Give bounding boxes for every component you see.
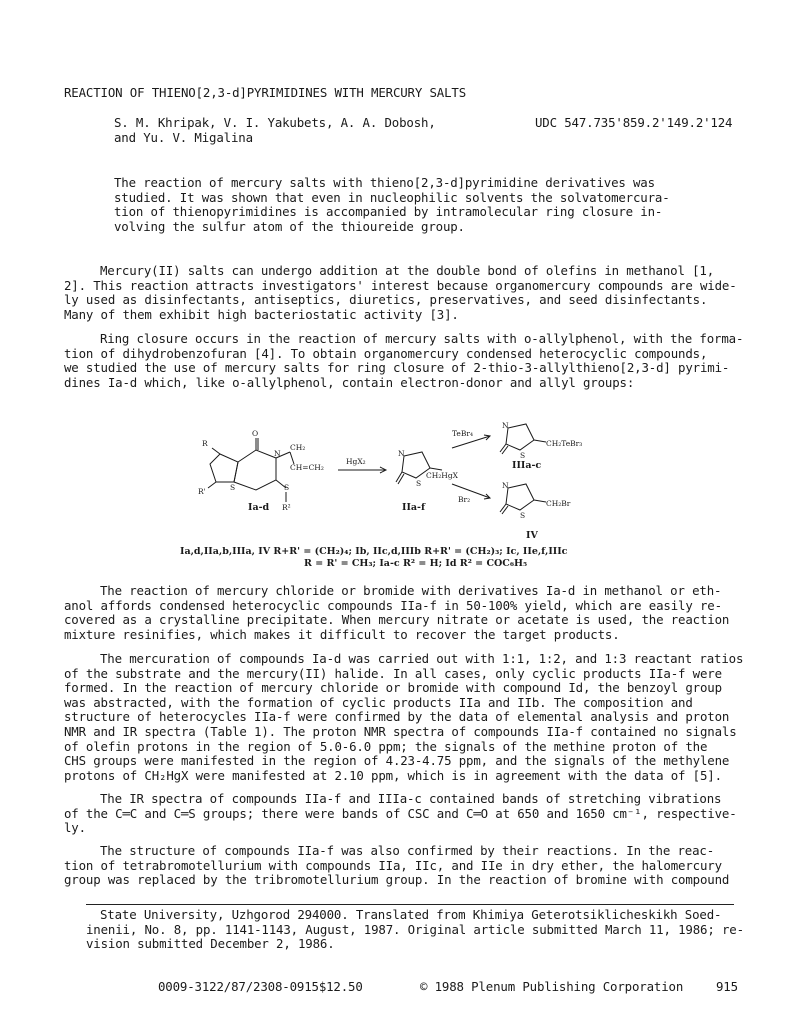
- text-line: group was replaced by the tribromotellurium group. In the reaction of bromine with compound: [64, 872, 730, 888]
- authors-line-1: S. M. Khripak, V. I. Yakubets, A. A. Dobosh,: [114, 115, 436, 130]
- text-line: The reaction of mercury chloride or bromide with derivatives Ia-d in methanol or eth-: [100, 583, 722, 598]
- text-line: NMR and IR spectra (Table 1). The proton NMR spectra of compounds IIa-f contained no signals: [64, 723, 737, 739]
- text-line: ly used as disinfectants, antiseptics, diuretics, preservatives, and seed disinfectants.: [64, 292, 708, 308]
- reaction-scheme: [190, 412, 610, 542]
- text-line: The structure of compounds IIa-f was also confirmed by their reactions. In the reac-: [100, 843, 715, 858]
- paragraph-1: [64, 264, 746, 322]
- thiophene-ring-shape: [210, 454, 238, 482]
- scheme-ch2: CH₂: [290, 443, 306, 452]
- text-line: The mercuration of compounds Ia-d was carried out with 1:1, 1:2, and 1:3 reactant ratios: [100, 651, 744, 666]
- label-IIIac: IIIa-c: [512, 460, 542, 471]
- paragraph-3: [64, 584, 746, 642]
- text-line: Ring closure occurs in the reaction of mercury salts with o-allylphenol, with the forma-: [100, 331, 744, 346]
- abstract-line: studied. It was shown that even in nucleophilic solvents the solvatomercura-: [114, 189, 670, 205]
- text-line: 2]. This reaction attracts investigators' interest because organomercury compounds are wide-: [64, 277, 737, 293]
- paragraph-5: [64, 792, 746, 836]
- thiazoline-ring-IV: [506, 484, 534, 510]
- text-line: anol affords condensed heterocyclic compounds IIa-f in 50-100% yield, which are easily re-: [64, 597, 722, 613]
- scheme-chch2: CH=CH₂: [290, 463, 324, 472]
- scheme-reagent-tebr4: TeBr₄: [452, 429, 473, 438]
- footnote-line: State University, Uzhgorod 294000. Translated from Khimiya Geterotsiklicheskikh Soed-: [100, 907, 722, 922]
- scheme-N-IIaf: N: [398, 449, 405, 458]
- scheme-reagent-hgx2: HgX₂: [346, 457, 366, 466]
- text-line: Many of them exhibit high bacteriostatic activity [3].: [64, 306, 459, 322]
- text-line: of the substrate and the mercury(II) halide. In all cases, only cyclic products IIa-f were: [64, 665, 722, 681]
- abstract: [114, 176, 674, 234]
- text-line: CHS groups were manifested in the region of 4.23-4.75 ppm, and the signals of the methylene: [64, 753, 730, 769]
- abstract-line: The reaction of mercury salts with thieno[2,3-d]pyrimidine derivatives was: [114, 175, 655, 190]
- scheme-ch2tebr3: CH₂TeBr₃: [546, 439, 583, 448]
- text-line: tion of dihydrobenzofuran [4]. To obtain organomercury condensed heterocyclic compounds,: [64, 345, 708, 361]
- scheme-S-Ia: S: [284, 483, 290, 492]
- scheme-S-IIIac: S: [520, 451, 526, 460]
- scheme-legend-line-1: Ia,d,IIa,b,IIIa, IV R+R' = (CH₂)₄; Ib, IIc,d,IIIb R+R' = (CH₂)₃; Ic, IIe,f,IIIc: [180, 546, 568, 557]
- scheme-R1: R': [198, 487, 206, 496]
- abstract-line: volving the sulfur atom of the thioureide group.: [114, 218, 465, 234]
- text-line: of olefin protons in the region of 5.0-6.0 ppm; the signals of the methine proton of the: [64, 738, 708, 754]
- text-line: of the C═C and C═S groups; there were bands of CSC and C═O at 650 and 1650 cm⁻¹, respective-: [64, 805, 737, 821]
- text-line: tion of tetrabromotellurium with compounds IIa, IIc, and IIe in dry ether, the halomercury: [64, 857, 722, 873]
- pyrimidine-ring-shape: [234, 450, 276, 490]
- scheme-S-IIaf: S: [416, 479, 422, 488]
- scheme-S-IV: S: [520, 511, 526, 520]
- text-line: was abstracted, with the formation of cyclic products IIa and IIb. The composition and: [64, 694, 693, 710]
- scheme-reagent-br2: Br₂: [458, 495, 471, 504]
- scheme-legend-line-2: R = R' = CH₃; Ia-c R² = H; Id R² = COC₆H₅: [304, 558, 528, 569]
- page-number: 915: [716, 979, 738, 994]
- text-line: ly.: [64, 820, 86, 836]
- scheme-N-Ia: N: [274, 449, 281, 458]
- text-line: mixture resinifies, which makes it difficult to recover the target products.: [64, 626, 620, 642]
- text-line: Mercury(II) salts can undergo addition at the double bond of olefins in methanol [1,: [100, 263, 715, 278]
- authors-line-2: and Yu. V. Migalina: [114, 130, 253, 145]
- footer-code: 0009-3122/87/2308-0915$12.50: [158, 979, 363, 994]
- scheme-N-IV: N: [502, 481, 509, 490]
- abstract-line: tion of thienopyrimidines is accompanied by intramolecular ring closure in-: [114, 204, 663, 220]
- footer-copyright: © 1988 Plenum Publishing Corporation: [420, 979, 684, 994]
- udc-code: UDC 547.735'859.2'149.2'124: [535, 115, 733, 130]
- text-line: formed. In the reaction of mercury chloride or bromide with compound Id, the benzoyl group: [64, 680, 722, 696]
- scheme-ch2br: CH₂Br: [546, 499, 571, 508]
- footnote-line: vision submitted December 2, 1986.: [86, 936, 335, 952]
- footnote: [86, 908, 744, 952]
- paragraph-4: [64, 652, 746, 783]
- footnote-divider: [86, 904, 734, 905]
- text-line: The IR spectra of compounds IIa-f and IIIa-c contained bands of stretching vibrations: [100, 791, 722, 806]
- scheme-S-thiophene: S: [230, 483, 236, 492]
- paragraph-6: [64, 844, 746, 888]
- scheme-N-IIIac: N: [502, 421, 509, 430]
- text-line: dines Ia-d which, like o-allylphenol, contain electron-donor and allyl groups:: [64, 374, 635, 390]
- scheme-oxygen: O: [252, 429, 259, 438]
- label-IV: IV: [526, 530, 538, 541]
- text-line: protons of CH₂HgX were manifested at 2.10 ppm, which is in agreement with the data of [5].: [64, 767, 722, 783]
- thiazoline-ring-IIIac: [506, 424, 534, 450]
- scheme-R: R: [202, 439, 208, 448]
- label-IIaf: IIa-f: [402, 502, 426, 513]
- text-line: covered as a crystalline precipitate. When mercury nitrate or acetate is used, the reaction: [64, 612, 730, 628]
- scheme-R2: R²: [282, 503, 291, 512]
- paragraph-2: [64, 332, 746, 390]
- label-Iad: Ia-d: [248, 502, 270, 513]
- text-line: we studied the use of mercury salts for ring closure of 2-thio-3-allylthieno[2,3-d] pyrimi-: [64, 360, 730, 376]
- footnote-line: inenii, No. 8, pp. 1141-1143, August, 1987. Original article submitted March 11, 1986; re-: [86, 921, 744, 937]
- scheme-ch2hgx: CH₂HgX: [426, 471, 458, 480]
- article-title: REACTION OF THIENO[2,3-d]PYRIMIDINES WITH MERCURY SALTS: [64, 85, 467, 100]
- text-line: structure of heterocycles IIa-f were confirmed by the data of elemental analysis and proton: [64, 709, 730, 725]
